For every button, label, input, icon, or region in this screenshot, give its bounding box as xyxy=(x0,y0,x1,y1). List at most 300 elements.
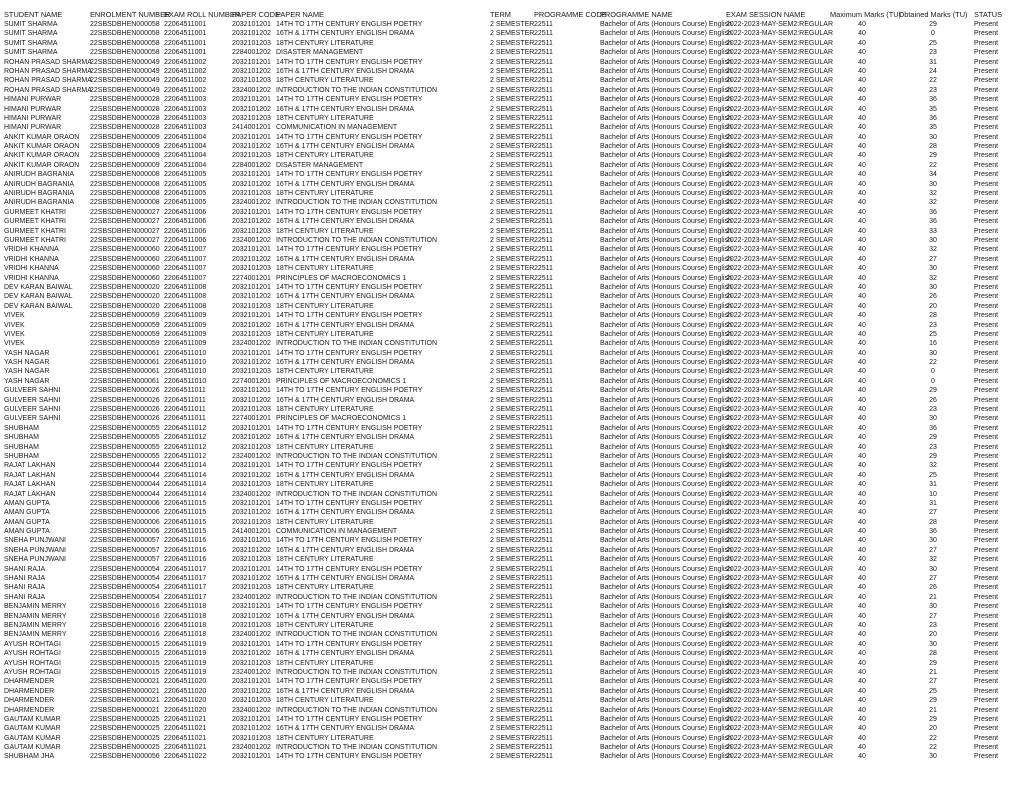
programme-name-cell: Bachelor of Arts (Honours Course) English xyxy=(600,171,732,179)
exam-session-name-cell: 2022-2023-MAY-SEM2:REGULAR xyxy=(726,687,833,695)
paper-name-cell: INTRODUCTION TO THE INDIAN CONSTITUTION xyxy=(276,199,438,207)
obtained-marks-cell: 32 xyxy=(929,556,937,564)
status-cell: Present xyxy=(974,490,999,498)
exam-roll-number-cell: 22064511019 xyxy=(164,640,207,648)
status-cell: Present xyxy=(974,359,999,367)
student-name-cell: BENJAMIN MERRY xyxy=(4,622,67,629)
exam-roll-number-cell: 22064511006 xyxy=(164,208,207,216)
exam-session-name-cell: 2022-2023-MAY-SEM2:REGULAR xyxy=(726,612,833,620)
programme-name-cell: Bachelor of Arts (Honours Course) English xyxy=(600,30,732,38)
paper-code-cell: 2032101202 xyxy=(232,321,271,329)
exam-roll-number-cell: 22064511010 xyxy=(164,359,207,367)
programme-code-cell: 22511 xyxy=(534,30,553,38)
obtained-marks-cell: 28 xyxy=(929,312,937,320)
exam-session-name-cell: 2022-2023-MAY-SEM2:REGULAR xyxy=(726,265,833,273)
status-cell: Present xyxy=(974,218,999,226)
paper-code-cell: 2032101201 xyxy=(232,96,271,104)
paper-code-cell: 2032101201 xyxy=(232,462,271,470)
student-name-cell: SNEHA PUNJWANI xyxy=(4,546,66,554)
exam-session-name-cell: 2022-2023-MAY-SEM2:REGULAR xyxy=(726,30,833,38)
programme-code-cell: 22511 xyxy=(534,368,553,376)
enrolment-number-cell: 22SBSDBHEN000006 xyxy=(90,499,160,507)
programme-name-cell: Bachelor of Arts (Honours Course) English xyxy=(600,349,732,357)
exam-roll-number-cell: 22064511019 xyxy=(164,650,207,658)
obtained-marks-cell: 25 xyxy=(929,39,937,47)
term-cell: 2 SEMESTER xyxy=(490,612,535,620)
paper-code-cell: 2032101203 xyxy=(232,518,271,526)
status-cell: Present xyxy=(974,312,999,320)
status-cell: Present xyxy=(974,528,999,536)
exam-roll-number-cell: 22064511006 xyxy=(164,218,207,226)
programme-name-cell: Bachelor of Arts (Honours Course) English xyxy=(600,143,732,151)
paper-code-cell: 2032101203 xyxy=(232,622,271,629)
exam-session-name-cell: 2022-2023-MAY-SEM2:REGULAR xyxy=(726,58,833,66)
programme-name-cell: Bachelor of Arts (Honours Course) English xyxy=(600,274,732,282)
programme-name-cell: Bachelor of Arts (Honours Course) English xyxy=(600,152,732,160)
status-cell: Present xyxy=(974,603,999,611)
status-cell: Present xyxy=(974,537,999,545)
maximum-marks-cell: 40 xyxy=(858,321,866,329)
table-row xyxy=(0,123,1024,132)
term-cell: 2 SEMESTER xyxy=(490,396,535,404)
exam-roll-number-cell: 22064511001 xyxy=(164,39,207,47)
programme-code-cell: 22511 xyxy=(534,406,553,414)
status-cell: Present xyxy=(974,434,999,442)
paper-name-cell: 18TH CENTURY LITERATURE xyxy=(276,734,374,742)
programme-code-cell: 22511 xyxy=(534,471,553,479)
term-cell: 2 SEMESTER xyxy=(490,152,535,160)
paper-name-cell: INTRODUCTION TO THE INDIAN CONSTITUTION xyxy=(276,236,438,244)
exam-roll-number-cell: 22064511004 xyxy=(164,152,207,160)
exam-roll-number-cell: 22064511003 xyxy=(164,124,207,132)
exam-roll-number-cell: 22064511007 xyxy=(164,255,207,263)
enrolment-number-cell: 22SBSDBHEN000061 xyxy=(90,359,160,367)
term-cell: 2 SEMESTER xyxy=(490,537,535,545)
programme-name-cell: Bachelor of Arts (Honours Course) English xyxy=(600,687,732,695)
term-cell: 2 SEMESTER xyxy=(490,631,535,639)
paper-code-cell: 2274001201 xyxy=(232,274,271,282)
status-cell: Present xyxy=(974,612,999,620)
status-cell: Present xyxy=(974,246,999,254)
paper-name-cell: 14TH TO 17TH CENTURY ENGLISH POETRY xyxy=(276,565,423,573)
student-name-cell: YASH NAGAR xyxy=(4,359,50,367)
obtained-marks-cell: 20 xyxy=(929,631,937,639)
programme-name-cell: Bachelor of Arts (Honours Course) English xyxy=(600,330,732,338)
exam-roll-number-cell: 22064511012 xyxy=(164,443,207,451)
programme-code-cell: 22511 xyxy=(534,274,553,282)
student-name-cell: DEV KARAN BAIWAL xyxy=(4,283,73,291)
table-row xyxy=(0,161,1024,170)
exam-roll-number-cell: 22064511010 xyxy=(164,349,207,357)
enrolment-number-cell: 22SBSDBHEN000060 xyxy=(90,265,160,273)
programme-name-cell: Bachelor of Arts (Honours Course) English xyxy=(600,725,732,733)
paper-code-cell: 2032101203 xyxy=(232,481,271,489)
enrolment-number-cell: 22SBSDBHEN000009 xyxy=(90,161,160,169)
paper-code-cell: 2324001202 xyxy=(232,199,271,207)
enrolment-number-cell: 22SBSDBHEN000060 xyxy=(90,274,160,282)
programme-code-cell: 22511 xyxy=(534,631,553,639)
maximum-marks-cell: 40 xyxy=(858,349,866,357)
exam-roll-number-cell: 22064511009 xyxy=(164,312,207,320)
table-row xyxy=(0,414,1024,423)
exam-roll-number-cell: 22064511014 xyxy=(164,490,207,498)
exam-session-name-cell: 2022-2023-MAY-SEM2:REGULAR xyxy=(726,499,833,507)
paper-name-cell: 14TH TO 17TH CENTURY ENGLISH POETRY xyxy=(276,283,423,291)
term-cell: 2 SEMESTER xyxy=(490,575,535,583)
exam-session-name-cell: 2022-2023-MAY-SEM2:REGULAR xyxy=(726,396,833,404)
exam-session-name-cell: 2022-2023-MAY-SEM2:REGULAR xyxy=(726,622,833,629)
programme-name-cell: Bachelor of Arts (Honours Course) English xyxy=(600,434,732,442)
enrolment-number-cell: 22SBSDBHEN000009 xyxy=(90,133,160,141)
obtained-marks-cell: 22 xyxy=(929,161,937,169)
programme-code-cell: 22511 xyxy=(534,396,553,404)
term-cell: 2 SEMESTER xyxy=(490,734,535,742)
maximum-marks-cell: 40 xyxy=(858,471,866,479)
exam-session-name-cell: 2022-2023-MAY-SEM2:REGULAR xyxy=(726,575,833,583)
paper-code-cell: 2032101203 xyxy=(232,39,271,47)
term-cell: 2 SEMESTER xyxy=(490,556,535,564)
obtained-marks-cell: 21 xyxy=(929,706,937,714)
programme-code-cell: 22511 xyxy=(534,340,553,348)
maximum-marks-cell: 40 xyxy=(858,725,866,733)
table-row xyxy=(0,217,1024,226)
maximum-marks-cell: 40 xyxy=(858,734,866,742)
enrolment-number-cell: 22SBSDBHEN000025 xyxy=(90,734,160,742)
exam-session-name-cell: 2022-2023-MAY-SEM2:REGULAR xyxy=(726,293,833,301)
student-name-cell: YASH NAGAR xyxy=(4,368,50,376)
table-row xyxy=(0,67,1024,76)
student-name-cell: GAUTAM KUMAR xyxy=(4,715,61,723)
paper-code-cell: 2032101202 xyxy=(232,434,271,442)
obtained-marks-cell: 32 xyxy=(929,274,937,282)
enrolment-number-cell: 22SBSDBHEN000028 xyxy=(90,114,160,122)
table-row xyxy=(0,546,1024,555)
obtained-marks-cell: 23 xyxy=(929,86,937,94)
maximum-marks-cell: 40 xyxy=(858,265,866,273)
paper-name-cell: COMMUNICATION IN MANAGEMENT xyxy=(276,124,398,132)
paper-name-cell: 14TH TO 17TH CENTURY ENGLISH POETRY xyxy=(276,96,423,104)
term-cell: 2 SEMESTER xyxy=(490,77,535,85)
student-name-cell: GULVEER SAHNI xyxy=(4,406,61,414)
status-cell: Present xyxy=(974,30,999,38)
paper-code-cell: 2032101202 xyxy=(232,293,271,301)
paper-code-cell: 2032101202 xyxy=(232,612,271,620)
student-name-cell: VRIDHI KHANNA xyxy=(4,255,59,263)
obtained-marks-cell: 29 xyxy=(929,452,937,460)
student-name-cell: AMAN GUPTA xyxy=(4,528,50,536)
term-cell: 2 SEMESTER xyxy=(490,659,535,667)
term-cell: 2 SEMESTER xyxy=(490,490,535,498)
table-row xyxy=(0,292,1024,301)
enrolment-number-cell: 22SBSDBHEN000021 xyxy=(90,697,160,705)
exam-roll-number-cell: 22064511018 xyxy=(164,622,207,629)
maximum-marks-cell: 40 xyxy=(858,387,866,395)
programme-name-cell: Bachelor of Arts (Honours Course) English xyxy=(600,490,732,498)
obtained-marks-cell: 21 xyxy=(929,668,937,676)
paper-name-cell: PRINCIPLES OF MACROECONOMICS 1 xyxy=(276,377,407,385)
table-row xyxy=(0,734,1024,743)
programme-name-cell: Bachelor of Arts (Honours Course) English xyxy=(600,114,732,122)
column-header-exam-roll-number: EXAM ROLL NUMBER xyxy=(164,10,241,19)
obtained-marks-cell: 29 xyxy=(929,659,937,667)
programme-name-cell: Bachelor of Arts (Honours Course) English xyxy=(600,312,732,320)
maximum-marks-cell: 40 xyxy=(858,86,866,94)
programme-name-cell: Bachelor of Arts (Honours Course) English xyxy=(600,190,732,198)
programme-name-cell: Bachelor of Arts (Honours Course) English xyxy=(600,368,732,376)
student-name-cell: AMAN GUPTA xyxy=(4,509,50,517)
term-cell: 2 SEMESTER xyxy=(490,293,535,301)
paper-code-cell: 2032101202 xyxy=(232,180,271,188)
student-name-cell: BENJAMIN MERRY xyxy=(4,612,67,620)
status-cell: Present xyxy=(974,368,999,376)
programme-name-cell: Bachelor of Arts (Honours Course) English xyxy=(600,537,732,545)
exam-session-name-cell: 2022-2023-MAY-SEM2:REGULAR xyxy=(726,584,833,592)
exam-roll-number-cell: 22064511001 xyxy=(164,49,207,57)
exam-roll-number-cell: 22064511017 xyxy=(164,565,207,573)
exam-session-name-cell: 2022-2023-MAY-SEM2:REGULAR xyxy=(726,321,833,329)
status-cell: Present xyxy=(974,697,999,705)
student-name-cell: SNEHA PUNJWANI xyxy=(4,537,66,545)
exam-roll-number-cell: 22064511003 xyxy=(164,105,207,113)
exam-session-name-cell: 2022-2023-MAY-SEM2:REGULAR xyxy=(726,105,833,113)
exam-roll-number-cell: 22064511005 xyxy=(164,180,207,188)
student-name-cell: GURMEET KHATRI xyxy=(4,227,66,235)
student-name-cell: AMAN GUPTA xyxy=(4,499,50,507)
exam-roll-number-cell: 22064511012 xyxy=(164,424,207,432)
programme-code-cell: 22511 xyxy=(534,67,553,75)
term-cell: 2 SEMESTER xyxy=(490,368,535,376)
column-header-paper-code: PAPER CODE xyxy=(232,10,280,19)
programme-code-cell: 22511 xyxy=(534,199,553,207)
exam-session-name-cell: 2022-2023-MAY-SEM2:REGULAR xyxy=(726,143,833,151)
table-row xyxy=(0,302,1024,311)
status-cell: Present xyxy=(974,124,999,132)
programme-code-cell: 22511 xyxy=(534,706,553,714)
table-row xyxy=(0,283,1024,292)
status-cell: Present xyxy=(974,406,999,414)
paper-name-cell: 18TH CENTURY LITERATURE xyxy=(276,330,374,338)
enrolment-number-cell: 22SBSDBHEN000021 xyxy=(90,687,160,695)
exam-session-name-cell: 2022-2023-MAY-SEM2:REGULAR xyxy=(726,246,833,254)
obtained-marks-cell: 27 xyxy=(929,255,937,263)
programme-code-cell: 22511 xyxy=(534,161,553,169)
maximum-marks-cell: 40 xyxy=(858,96,866,104)
paper-name-cell: 14TH TO 17TH CENTURY ENGLISH POETRY xyxy=(276,387,423,395)
exam-roll-number-cell: 22064511020 xyxy=(164,706,207,714)
paper-name-cell: 18TH CENTURY LITERATURE xyxy=(276,114,374,122)
programme-code-cell: 22511 xyxy=(534,593,553,601)
exam-roll-number-cell: 22064511008 xyxy=(164,302,207,310)
term-cell: 2 SEMESTER xyxy=(490,218,535,226)
table-row xyxy=(0,640,1024,649)
term-cell: 2 SEMESTER xyxy=(490,321,535,329)
enrolment-number-cell: 22SBSDBHEN000016 xyxy=(90,603,160,611)
table-row xyxy=(0,602,1024,611)
student-name-cell: ANIRUDH BAGRANIA xyxy=(4,199,75,207)
obtained-marks-cell: 30 xyxy=(929,415,937,423)
student-name-cell: ROHAN PRASAD SHARMA xyxy=(4,58,92,66)
student-name-cell: SHANI RAJA xyxy=(4,584,46,592)
programme-code-cell: 22511 xyxy=(534,424,553,432)
programme-code-cell: 22511 xyxy=(534,236,553,244)
paper-code-cell: 2032101202 xyxy=(232,105,271,113)
maximum-marks-cell: 40 xyxy=(858,143,866,151)
student-name-cell: DHARMENDER xyxy=(4,706,55,714)
maximum-marks-cell: 40 xyxy=(858,190,866,198)
status-cell: Present xyxy=(974,302,999,310)
term-cell: 2 SEMESTER xyxy=(490,603,535,611)
paper-code-cell: 2032101201 xyxy=(232,58,271,66)
programme-code-cell: 22511 xyxy=(534,321,553,329)
column-header-exam-session-name: EXAM SESSION NAME xyxy=(726,10,806,19)
maximum-marks-cell: 40 xyxy=(858,377,866,385)
term-cell: 2 SEMESTER xyxy=(490,499,535,507)
paper-code-cell: 2324001202 xyxy=(232,706,271,714)
status-cell: Present xyxy=(974,415,999,423)
obtained-marks-cell: 28 xyxy=(929,650,937,658)
exam-roll-number-cell: 22064511003 xyxy=(164,96,207,104)
paper-name-cell: 14TH TO 17TH CENTURY ENGLISH POETRY xyxy=(276,462,423,470)
status-cell: Present xyxy=(974,133,999,141)
table-row xyxy=(0,518,1024,527)
table-row xyxy=(0,339,1024,348)
maximum-marks-cell: 40 xyxy=(858,49,866,57)
obtained-marks-cell: 27 xyxy=(929,575,937,583)
student-name-cell: SHUBHAM xyxy=(4,424,40,432)
obtained-marks-cell: 22 xyxy=(929,77,937,85)
paper-code-cell: 2324001202 xyxy=(232,668,271,676)
obtained-marks-cell: 23 xyxy=(929,622,937,629)
maximum-marks-cell: 40 xyxy=(858,715,866,723)
obtained-marks-cell: 27 xyxy=(929,509,937,517)
obtained-marks-cell: 0 xyxy=(931,377,935,385)
enrolment-number-cell: 22SBSDBHEN000027 xyxy=(90,218,160,226)
paper-code-cell: 2032101201 xyxy=(232,133,271,141)
obtained-marks-cell: 30 xyxy=(929,565,937,573)
term-cell: 2 SEMESTER xyxy=(490,227,535,235)
term-cell: 2 SEMESTER xyxy=(490,622,535,629)
enrolment-number-cell: 22SBSDBHEN000058 xyxy=(90,30,160,38)
status-cell: Present xyxy=(974,86,999,94)
status-cell: Present xyxy=(974,67,999,75)
exam-session-name-cell: 2022-2023-MAY-SEM2:REGULAR xyxy=(726,302,833,310)
enrolment-number-cell: 22SBSDBHEN000049 xyxy=(90,67,160,75)
column-header-status: STATUS xyxy=(974,10,1003,19)
exam-roll-number-cell: 22064511002 xyxy=(164,58,207,66)
programme-code-cell: 22511 xyxy=(534,39,553,47)
table-row xyxy=(0,565,1024,574)
exam-session-name-cell: 2022-2023-MAY-SEM2:REGULAR xyxy=(726,283,833,291)
enrolment-number-cell: 22SBSDBHEN000054 xyxy=(90,584,160,592)
table-row xyxy=(0,264,1024,273)
maximum-marks-cell: 40 xyxy=(858,396,866,404)
paper-name-cell: 18TH CENTURY LITERATURE xyxy=(276,227,374,235)
programme-code-cell: 22511 xyxy=(534,687,553,695)
enrolment-number-cell: 22SBSDBHEN000044 xyxy=(90,490,160,498)
programme-name-cell: Bachelor of Arts (Honours Course) English xyxy=(600,631,732,639)
exam-roll-number-cell: 22064511019 xyxy=(164,659,207,667)
maximum-marks-cell: 40 xyxy=(858,575,866,583)
term-cell: 2 SEMESTER xyxy=(490,744,535,752)
student-name-cell: GAUTAM KUMAR xyxy=(4,725,61,733)
maximum-marks-cell: 40 xyxy=(858,481,866,489)
paper-name-cell: 18TH CENTURY LITERATURE xyxy=(276,190,374,198)
exam-roll-number-cell: 22064511022 xyxy=(164,753,207,761)
paper-code-cell: 2032101202 xyxy=(232,687,271,695)
maximum-marks-cell: 40 xyxy=(858,537,866,545)
paper-code-cell: 2274001201 xyxy=(232,415,271,423)
programme-code-cell: 22511 xyxy=(534,452,553,460)
paper-name-cell: 14TH TO 17TH CENTURY ENGLISH POETRY xyxy=(276,499,423,507)
maximum-marks-cell: 40 xyxy=(858,499,866,507)
student-name-cell: VIVEK xyxy=(4,340,25,348)
table-row xyxy=(0,105,1024,114)
enrolment-number-cell: 22SBSDBHEN000058 xyxy=(90,21,160,28)
programme-name-cell: Bachelor of Arts (Honours Course) English xyxy=(600,668,732,676)
programme-name-cell: Bachelor of Arts (Honours Course) English xyxy=(600,640,732,648)
exam-roll-number-cell: 22064511010 xyxy=(164,368,207,376)
term-cell: 2 SEMESTER xyxy=(490,190,535,198)
exam-roll-number-cell: 22064511018 xyxy=(164,631,207,639)
status-cell: Present xyxy=(974,190,999,198)
programme-name-cell: Bachelor of Arts (Honours Course) English xyxy=(600,612,732,620)
student-name-cell: VRIDHI KHANNA xyxy=(4,246,59,254)
obtained-marks-cell: 0 xyxy=(931,30,935,38)
programme-code-cell: 22511 xyxy=(534,21,553,28)
student-name-cell: ANKIT KUMAR ORAON xyxy=(4,152,80,160)
status-cell: Present xyxy=(974,650,999,658)
student-name-cell: ANIRUDH BAGRANIA xyxy=(4,190,75,198)
status-cell: Present xyxy=(974,349,999,357)
term-cell: 2 SEMESTER xyxy=(490,30,535,38)
obtained-marks-cell: 30 xyxy=(929,283,937,291)
status-cell: Present xyxy=(974,734,999,742)
obtained-marks-cell: 29 xyxy=(929,434,937,442)
paper-code-cell: 2414001201 xyxy=(232,528,271,536)
exam-session-name-cell: 2022-2023-MAY-SEM2:REGULAR xyxy=(726,452,833,460)
paper-name-cell: COMMUNICATION IN MANAGEMENT xyxy=(276,528,398,536)
exam-roll-number-cell: 22064511005 xyxy=(164,199,207,207)
exam-session-name-cell: 2022-2023-MAY-SEM2:REGULAR xyxy=(726,330,833,338)
exam-session-name-cell: 2022-2023-MAY-SEM2:REGULAR xyxy=(726,443,833,451)
obtained-marks-cell: 31 xyxy=(929,499,937,507)
programme-name-cell: Bachelor of Arts (Honours Course) English xyxy=(600,96,732,104)
paper-name-cell: 16TH & 17TH CENTURY ENGLISH DRAMA xyxy=(276,143,415,151)
exam-roll-number-cell: 22064511002 xyxy=(164,77,207,85)
status-cell: Present xyxy=(974,143,999,151)
obtained-marks-cell: 28 xyxy=(929,143,937,151)
programme-code-cell: 22511 xyxy=(534,556,553,564)
enrolment-number-cell: 22SBSDBHEN000056 xyxy=(90,753,160,761)
term-cell: 2 SEMESTER xyxy=(490,171,535,179)
exam-roll-number-cell: 22064511018 xyxy=(164,612,207,620)
obtained-marks-cell: 32 xyxy=(929,190,937,198)
paper-code-cell: 2032101203 xyxy=(232,190,271,198)
programme-name-cell: Bachelor of Arts (Honours Course) English xyxy=(600,556,732,564)
programme-code-cell: 22511 xyxy=(534,77,553,85)
status-cell: Present xyxy=(974,152,999,160)
maximum-marks-cell: 40 xyxy=(858,490,866,498)
programme-code-cell: 22511 xyxy=(534,227,553,235)
term-cell: 2 SEMESTER xyxy=(490,565,535,573)
paper-name-cell: 14TH TO 17TH CENTURY ENGLISH POETRY xyxy=(276,640,423,648)
paper-name-cell: 18TH CENTURY LITERATURE xyxy=(276,77,374,85)
programme-code-cell: 22511 xyxy=(534,490,553,498)
paper-code-cell: 2032101201 xyxy=(232,715,271,723)
exam-roll-number-cell: 22064511006 xyxy=(164,227,207,235)
obtained-marks-cell: 31 xyxy=(929,481,937,489)
programme-name-cell: Bachelor of Arts (Honours Course) English xyxy=(600,471,732,479)
